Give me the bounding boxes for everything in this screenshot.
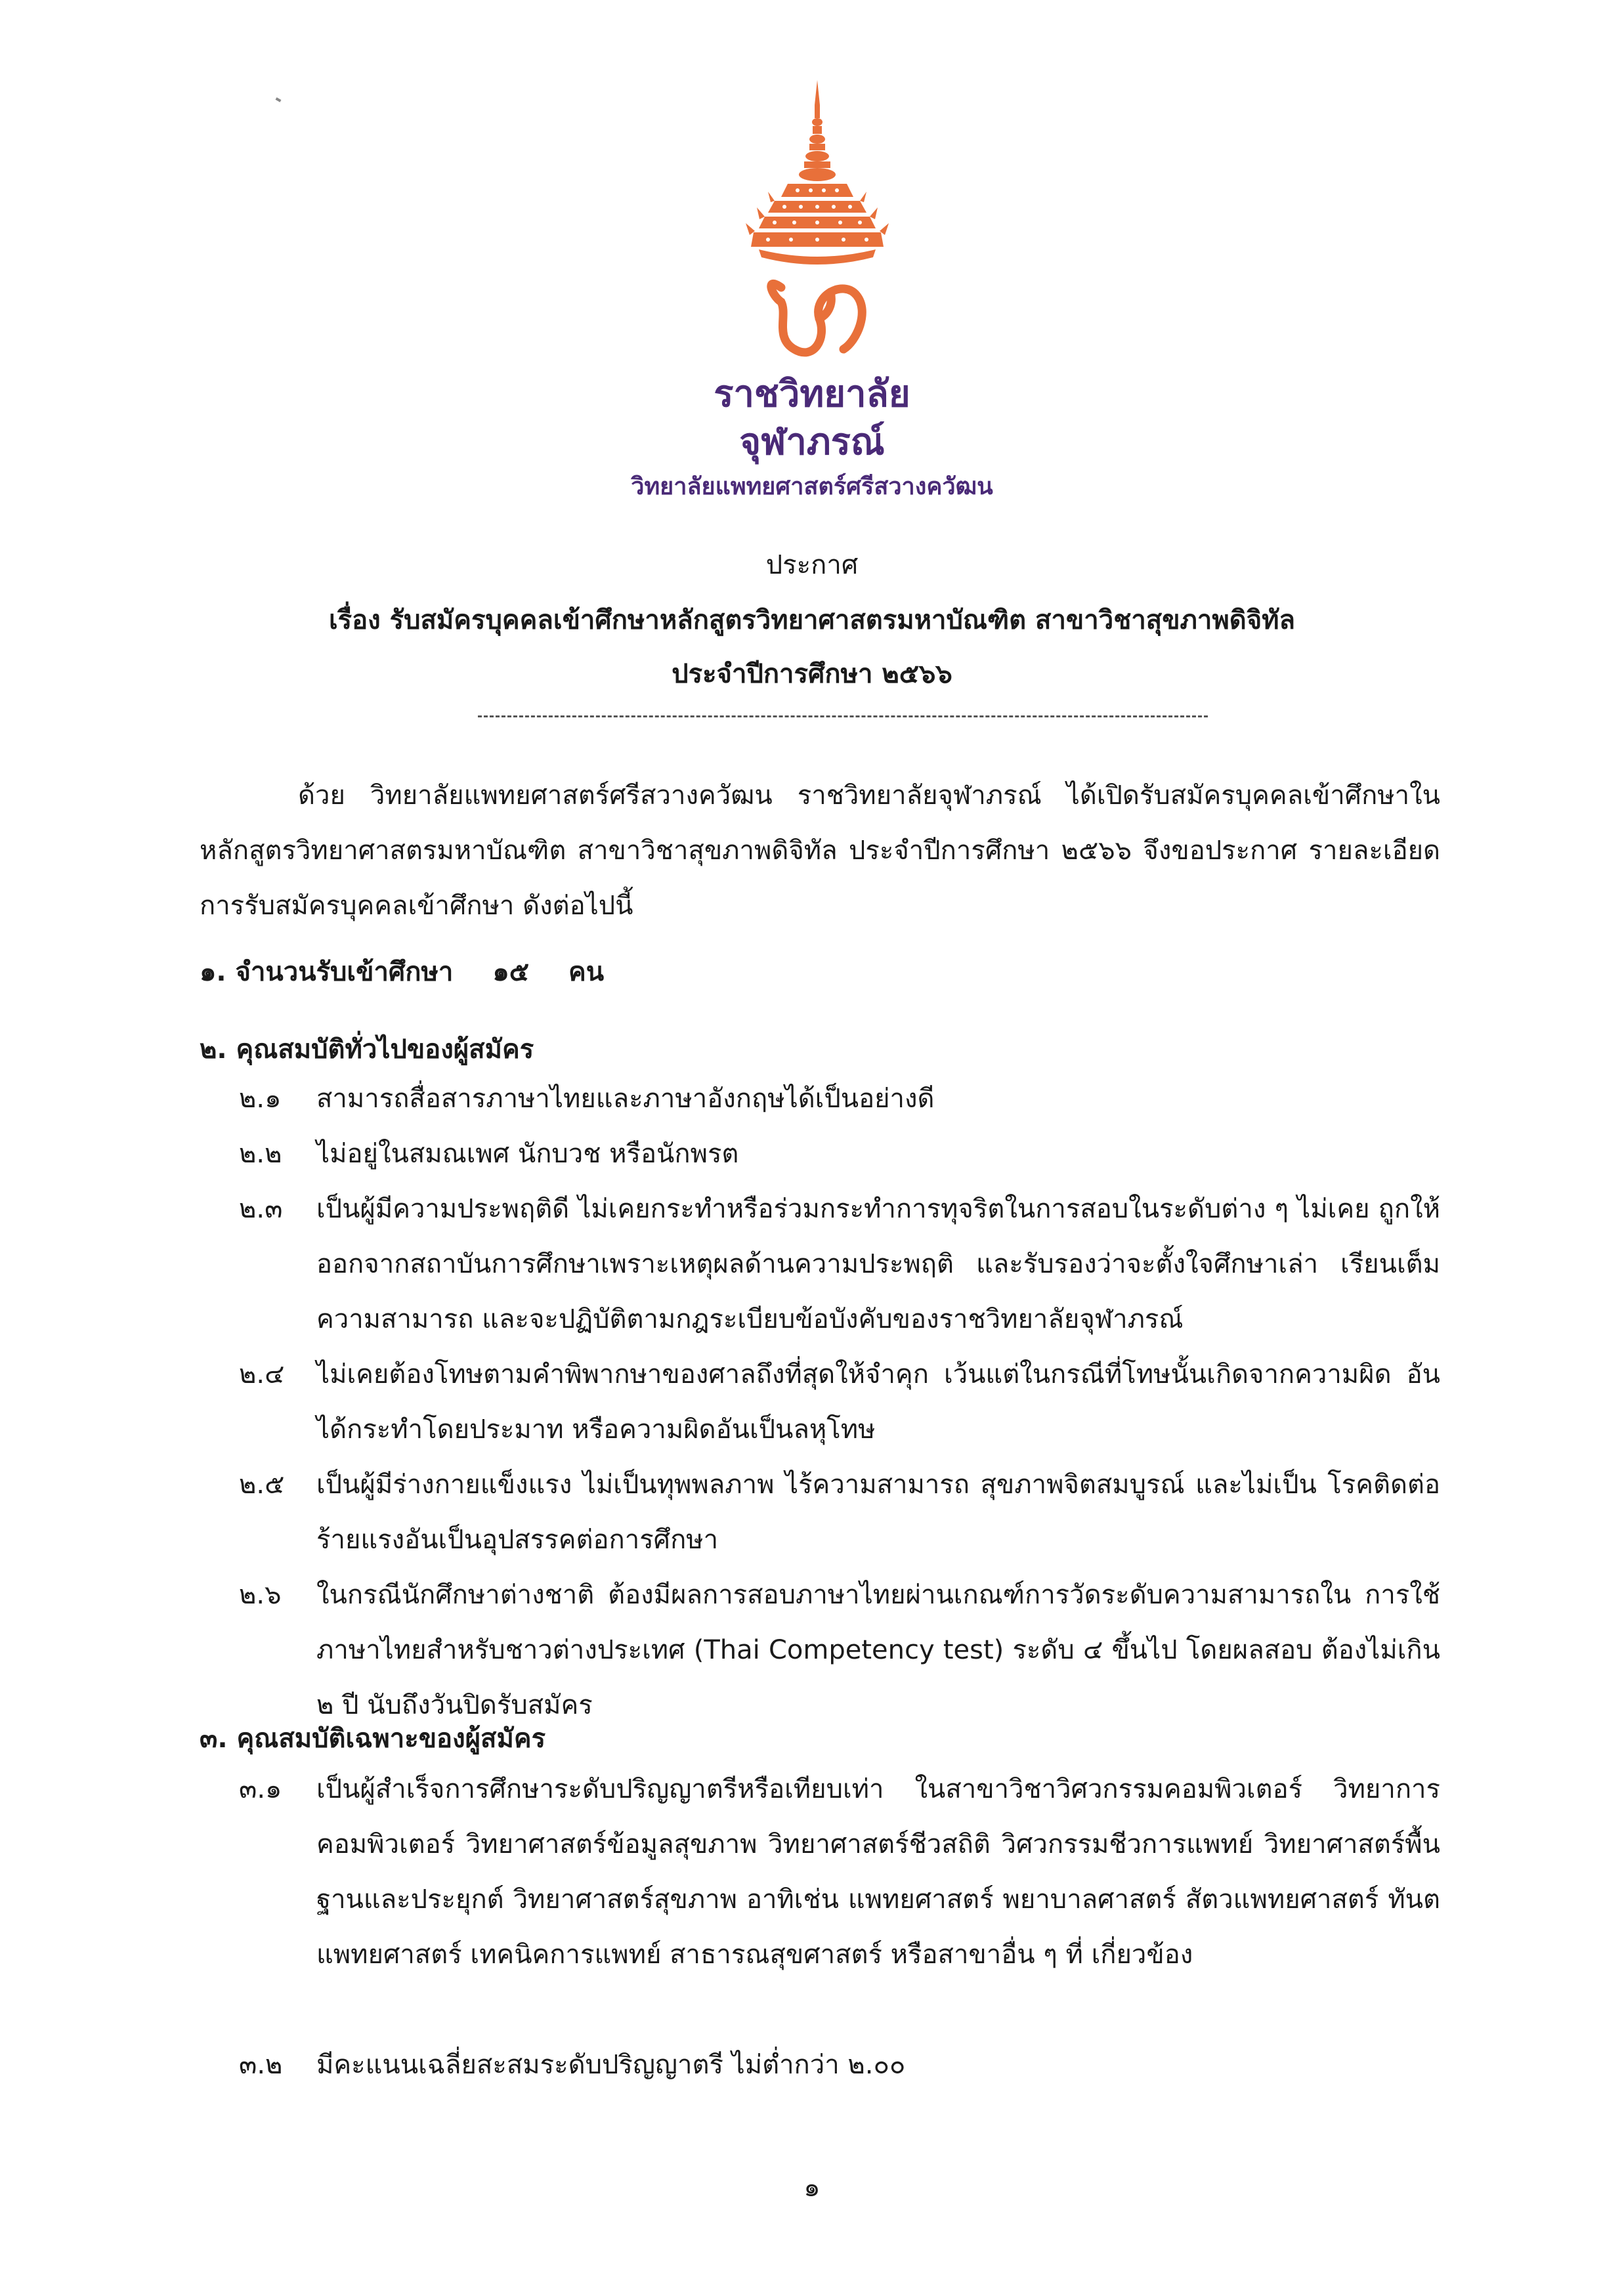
college-name: วิทยาลัยแพทยศาสตร์ศรีสวางควัฒน xyxy=(631,473,993,500)
announcement-subject: เรื่อง รับสมัครบุคคลเข้าศึกษาหลักสูตรวิทยาศาสตรมหาบัณฑิต สาขาวิชาสุขภาพดิจิทัล xyxy=(328,605,1296,635)
institution-name-line1: ราชวิทยาลัย xyxy=(714,373,910,415)
list-item xyxy=(239,1762,1440,1982)
section-2-heading: ๒. คุณสมบัติทั่วไปของผู้สมัคร xyxy=(200,1034,534,1065)
list-item xyxy=(239,1347,1440,1457)
item-number: ๒.๒ xyxy=(239,1139,282,1169)
list-item xyxy=(239,1457,1440,1567)
item-number: ๒.๑ xyxy=(239,1084,282,1114)
announcement-label: ประกาศ xyxy=(765,550,859,580)
institution-name-line2: จุฬาภรณ์ xyxy=(739,421,885,463)
list-item xyxy=(239,1567,1440,1733)
royal-crown-emblem-icon xyxy=(735,79,899,361)
item-text: เป็นผู้สำเร็จการศึกษาระดับปริญญาตรีหรือเทียบเท่า ในสาขาวิชาวิศวกรรมคอมพิวเตอร์ วิทยาการคอมพิวเตอร์ วิทยาศาสตร์ข้อมูลสุขภาพ วิทยาศาสตร์ชีวสถิติ วิศวกรรมชีวการแพทย์ วิทยาศาสตร์พื้นฐานและประยุกต์ วิทยาศาสตร์สุขภาพ อาทิเช่น แพทยศาสตร์ พยาบาลศาสตร์ สัตวแพทยศาสตร์ ทันตแพทยศาสตร์ เทคนิคการแพทย์ สาธารณสุขศาสตร์ หรือสาขาอื่น ๆ ที่ เกี่ยวข้อง xyxy=(316,1774,1441,1970)
item-text: ในกรณีนักศึกษาต่างชาติ ต้องมีผลการสอบภาษาไทยผ่านเกณฑ์การวัดระดับความสามารถใน การใช้ภาษาไทยสำหรับชาวต่างประเทศ (Thai Competency test) ระดับ ๔ ขึ้นไป โดยผลสอบ ต้องไม่เกิน ๒ ปี นับถึงวันปิดรับสมัคร xyxy=(316,1580,1440,1720)
section-3-heading: ๓. คุณสมบัติเฉพาะของผู้สมัคร xyxy=(200,1724,546,1754)
item-number: ๓.๒ xyxy=(239,2050,283,2080)
item-number: ๒.๓ xyxy=(239,1194,283,1224)
item-number: ๒.๕ xyxy=(239,1470,285,1500)
list-item xyxy=(239,1126,1440,1181)
item-number: ๒.๖ xyxy=(239,1580,282,1610)
item-text: มีคะแนนเฉลี่ยสะสมระดับปริญญาตรี ไม่ต่ำกว่า ๒.๐๐ xyxy=(316,2050,906,2080)
list-item xyxy=(239,1071,1440,1126)
admission-unit: คน xyxy=(568,957,605,987)
admission-count: ๑๕ xyxy=(492,957,530,987)
section-1-title: ๑. จำนวนรับเข้าศึกษา xyxy=(200,957,454,987)
item-text: ไม่เคยต้องโทษตามคำพิพากษาของศาลถึงที่สุดให้จำคุก เว้นแต่ในกรณีที่โทษนั้นเกิดจากความผิด อันได้กระทำโดยประมาท หรือความผิดอันเป็นลหุโทษ xyxy=(316,1359,1440,1445)
academic-year: ประจำปีการศึกษา ๒๕๖๖ xyxy=(672,659,952,689)
list-item xyxy=(239,1181,1440,1347)
item-text: ไม่อยู่ในสมณเพศ นักบวช หรือนักพรต xyxy=(316,1139,739,1169)
section-1-heading xyxy=(200,950,604,992)
list-item xyxy=(239,2037,1440,2092)
item-number: ๓.๑ xyxy=(239,1774,282,1804)
page-number: ๑ xyxy=(803,2173,821,2203)
scan-speck xyxy=(276,97,282,102)
item-text: เป็นผู้มีความประพฤติดี ไม่เคยกระทำหรือร่วมกระทำการทุจริตในการสอบในระดับต่าง ๆ ไม่เคย ถูกให้ออกจากสถาบันการศึกษาเพราะเหตุผลด้านความประพฤติ และรับรองว่าจะตั้งใจศึกษาเล่า เรียนเต็มความสามารถ และจะปฏิบัติตามกฎระเบียบข้อบังคับของราชวิทยาลัยจุฬาภรณ์ xyxy=(316,1194,1440,1334)
item-text: เป็นผู้มีร่างกายแข็งแรง ไม่เป็นทุพพลภาพ ไร้ความสามารถ สุขภาพจิตสมบูรณ์ และไม่เป็น โรคติดต่อร้ายแรงอันเป็นอุปสรรคต่อการศึกษา xyxy=(316,1470,1440,1555)
item-number: ๒.๔ xyxy=(239,1359,285,1390)
item-text: สามารถสื่อสารภาษาไทยและภาษาอังกฤษได้เป็นอย่างดี xyxy=(316,1084,935,1114)
divider xyxy=(478,715,1208,717)
intro-paragraph: ด้วย วิทยาลัยแพทยศาสตร์ศรีสวางควัฒน ราชวิทยาลัยจุฬาภรณ์ ได้เปิดรับสมัครบุคคลเข้าศึกษาใน หลักสูตรวิทยาศาสตรมหาบัณฑิต สาขาวิชาสุขภาพดิจิทัล ประจำปีการศึกษา ๒๕๖๖ จึงขอประกาศ รายละเอียดการรับสมัครบุคคลเข้าศึกษา ดังต่อไปนี้ xyxy=(200,780,1440,921)
